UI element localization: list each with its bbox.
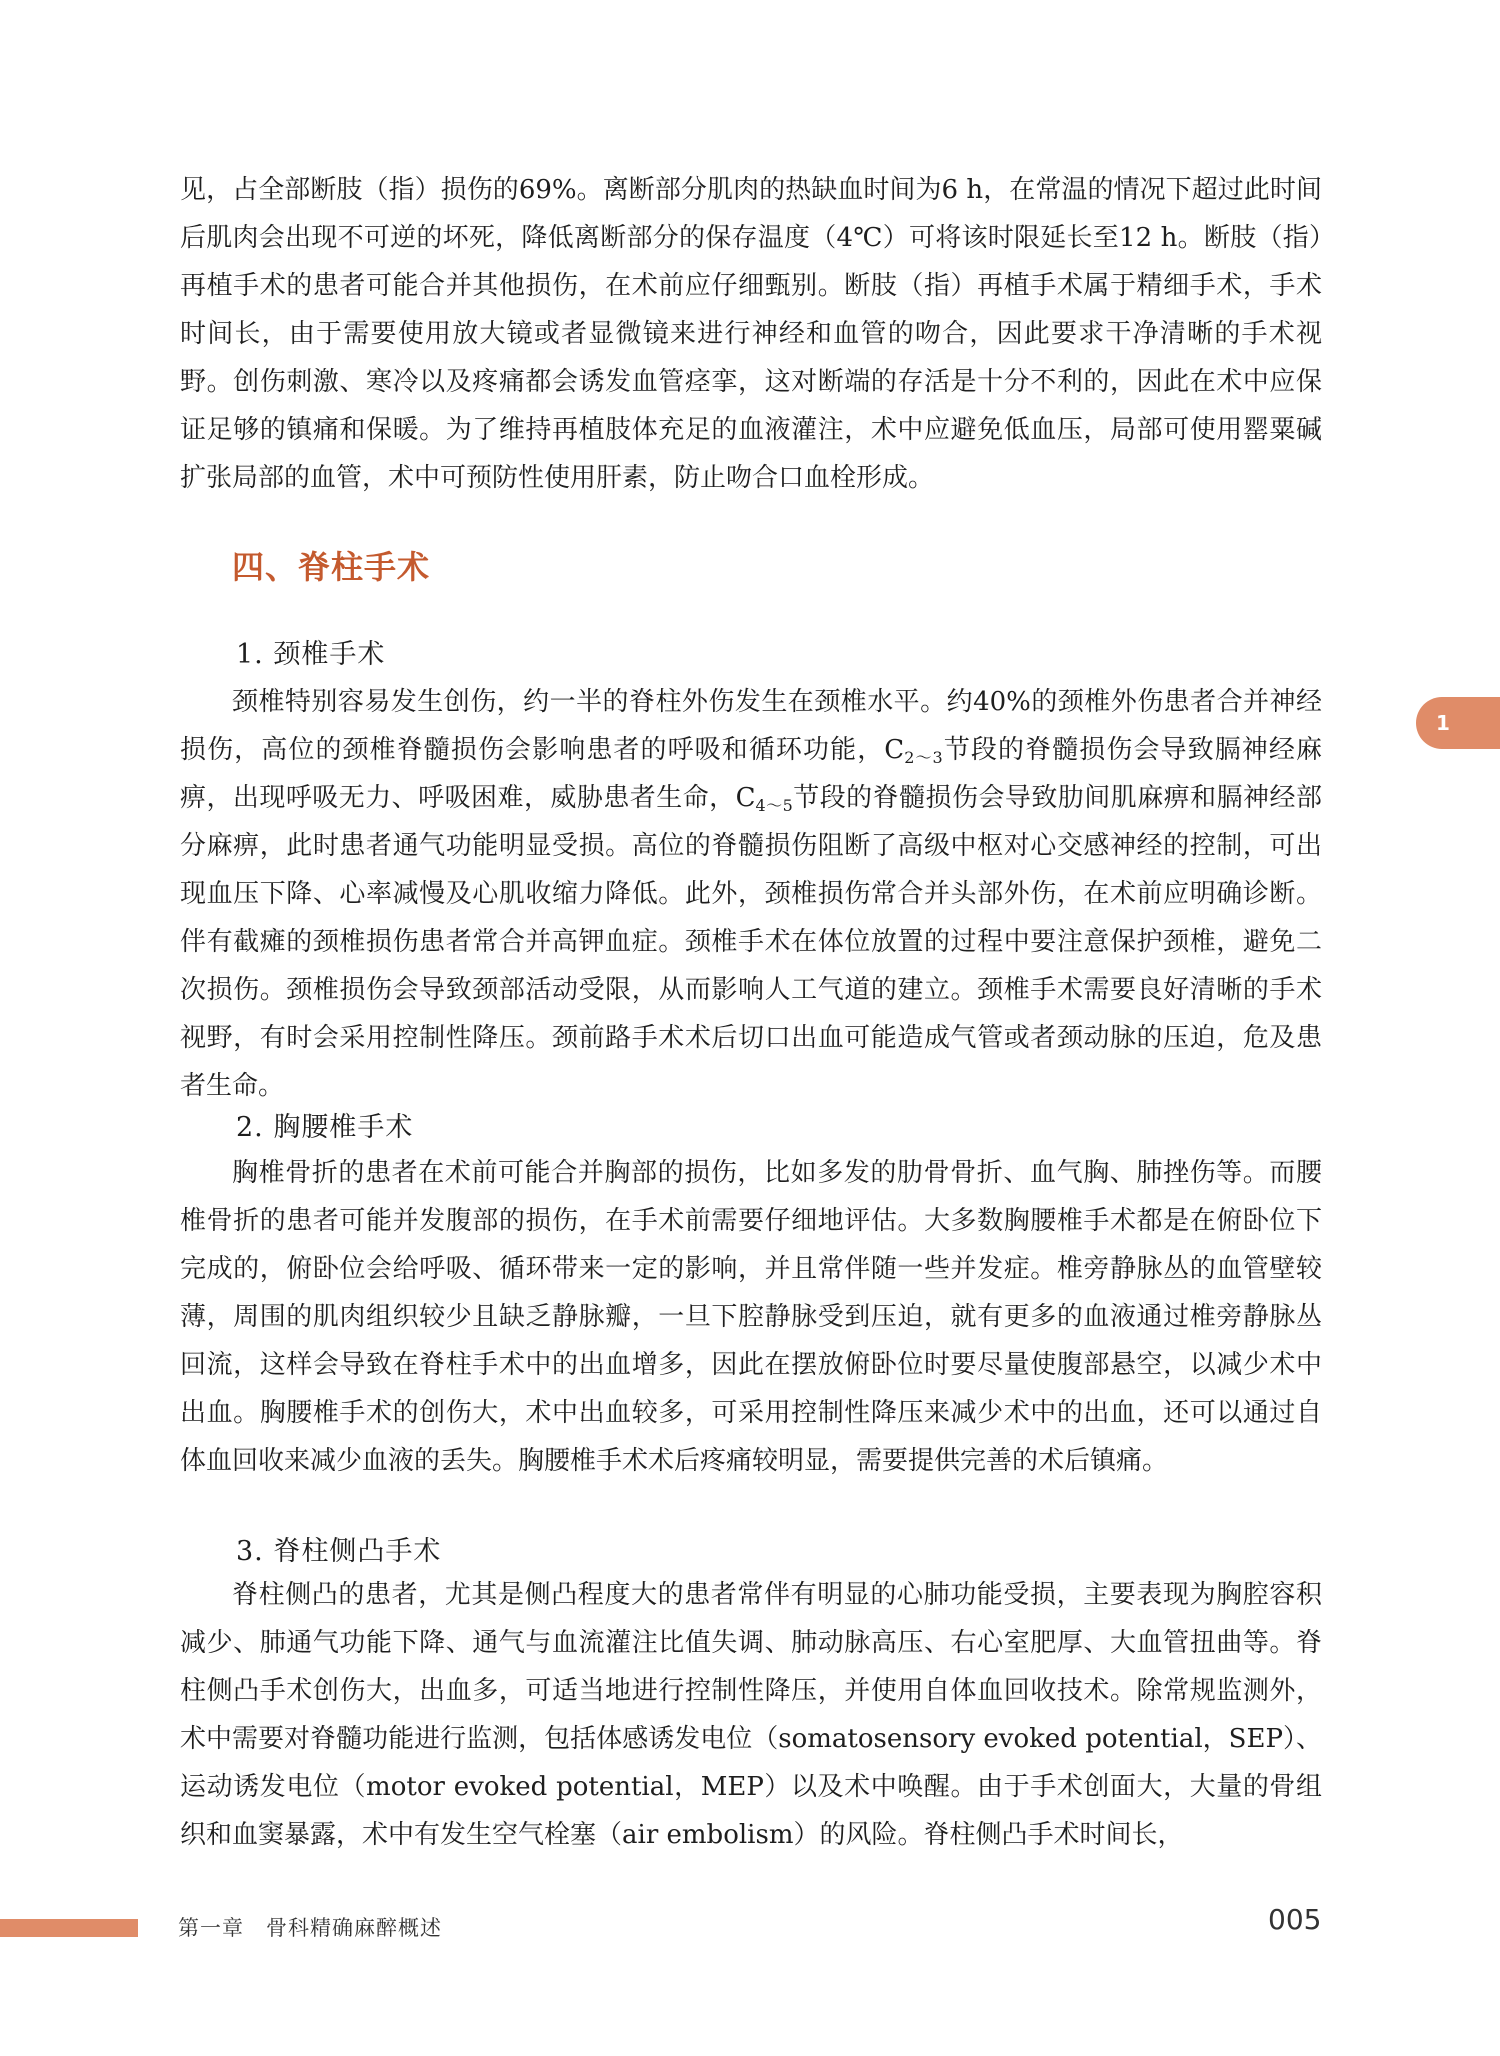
scoliosis-paragraph: 脊柱侧凸的患者，尤其是侧凸程度大的患者常伴有明显的心肺功能受损，主要表现为胸腔容积减少、肺通气功能下降、通气与血流灌注比值失调、肺动脉高压、右心室肥厚、大血管扭曲等。脊柱侧凸手术创伤大，出血多，可适当地进行控制性降压，并使用自体血回收技术。除常规监测外，术中需要对脊髓功能进行监测，包括体感诱发电位（somatosensory evoked potential，SEP）、运动诱发电位（motor evoked potential，MEP）以及术中唤醒。由于手术创面大，大量的骨组织和血窦暴露，术中有发生空气栓塞（air embolism）的风险。脊柱侧凸手术时间长， — [180, 1580, 1322, 1850]
cervical-text-b: 节段的脊髓损伤会导致膈神经麻痹，出现呼吸无力、呼吸困难，威胁患者生命， — [180, 735, 1322, 813]
c2-3-subscript: 2～3 — [904, 748, 943, 767]
cervical-text-c: 节段的脊髓损伤会导致肋间肌麻痹和膈神经部分麻痹，此时患者通气功能明显受损。高位的脊髓损伤阻断了高级中枢对心交感神经的控制，可出现血压下降、心率减慢及心肌收缩力降低。此外，颈椎损伤常合并头部外伤，在术前应明确诊断。伴有截瘫的颈椎损伤患者常合并高钾血症。颈椎手术在体位放置的过程中要注意保护颈椎，避免二次损伤。颈椎损伤会导致颈部活动受限，从而影响人工气道的建立。颈椎手术需要良好清晰的手术视野，有时会采用控制性降压。颈前路手术术后切口出血可能造成气管或者颈动脉的压迫，危及患者生命。 — [180, 783, 1322, 1101]
thoracolumbar-paragraph: 胸椎骨折的患者在术前可能合并胸部的损伤，比如多发的肋骨骨折、血气胸、肺挫伤等。而腰椎骨折的患者可能并发腹部的损伤，在手术前需要仔细地评估。大多数胸腰椎手术都是在俯卧位下完成的，俯卧位会给呼吸、循环带来一定的影响，并且常伴随一些并发症。椎旁静脉丛的血管壁较薄，周围的肌肉组织较少且缺乏静脉瓣，一旦下腔静脉受到压迫，就有更多的血液通过椎旁静脉丛回流，这样会导致在脊柱手术中的出血增多，因此在摆放俯卧位时要尽量使腹部悬空，以减少术中出血。胸腰椎手术的创伤大，术中出血较多，可采用控制性降压来减少术中的出血，还可以通过自体血回收来减少血液的丢失。胸腰椎手术术后疼痛较明显，需要提供完善的术后镇痛。 — [180, 1158, 1322, 1476]
page-number: 005 — [1268, 1903, 1322, 1936]
chapter-tab: 1 — [1416, 697, 1500, 749]
c4-5-label: C — [735, 783, 756, 813]
cervical-text-a: 颈椎特别容易发生创伤，约一半的脊柱外伤发生在颈椎水平。约40%的颈椎外伤患者合并神经损伤，高位的颈椎脊髓损伤会影响患者的呼吸和循环功能， — [180, 687, 1322, 765]
intro-paragraph: 见，占全部断肢（指）损伤的69%。离断部分肌肉的热缺血时间为6 h，在常温的情况下超过此时间后肌肉会出现不可逆的坏死，降低离断部分的保存温度（4℃）可将该时限延长至12 h。断肢（指）再植手术的患者可能合并其他损伤，在术前应仔细甄别。断肢（指）再植手术属于精细手术，手术时间长，由于需要使用放大镜或者显微镜来进行神经和血管的吻合，因此要求干净清晰的手术视野。创伤刺激、寒冷以及疼痛都会诱发血管痉挛，这对断端的存活是十分不利的，因此在术中应保证足够的镇痛和保暖。为了维持再植肢体充足的血液灌注，术中应避免低血压，局部可使用罂粟碱扩张局部的血管，术中可预防性使用肝素，防止吻合口血栓形成。 — [180, 175, 1322, 493]
c4-5-subscript: 4～5 — [755, 796, 793, 815]
subheading-cervical: 1. 颈椎手术 — [236, 639, 386, 670]
footer-accent-bar — [0, 1919, 138, 1937]
footer-chapter-title: 第一章 骨科精确麻醉概述 — [178, 1916, 442, 1940]
section-heading: 四、脊柱手术 — [232, 548, 431, 586]
subheading-thoracolumbar: 2. 胸腰椎手术 — [236, 1112, 414, 1143]
cervical-paragraph — [180, 678, 1322, 1110]
c2-3-label: C — [884, 735, 905, 765]
subheading-scoliosis: 3. 脊柱侧凸手术 — [236, 1536, 442, 1567]
